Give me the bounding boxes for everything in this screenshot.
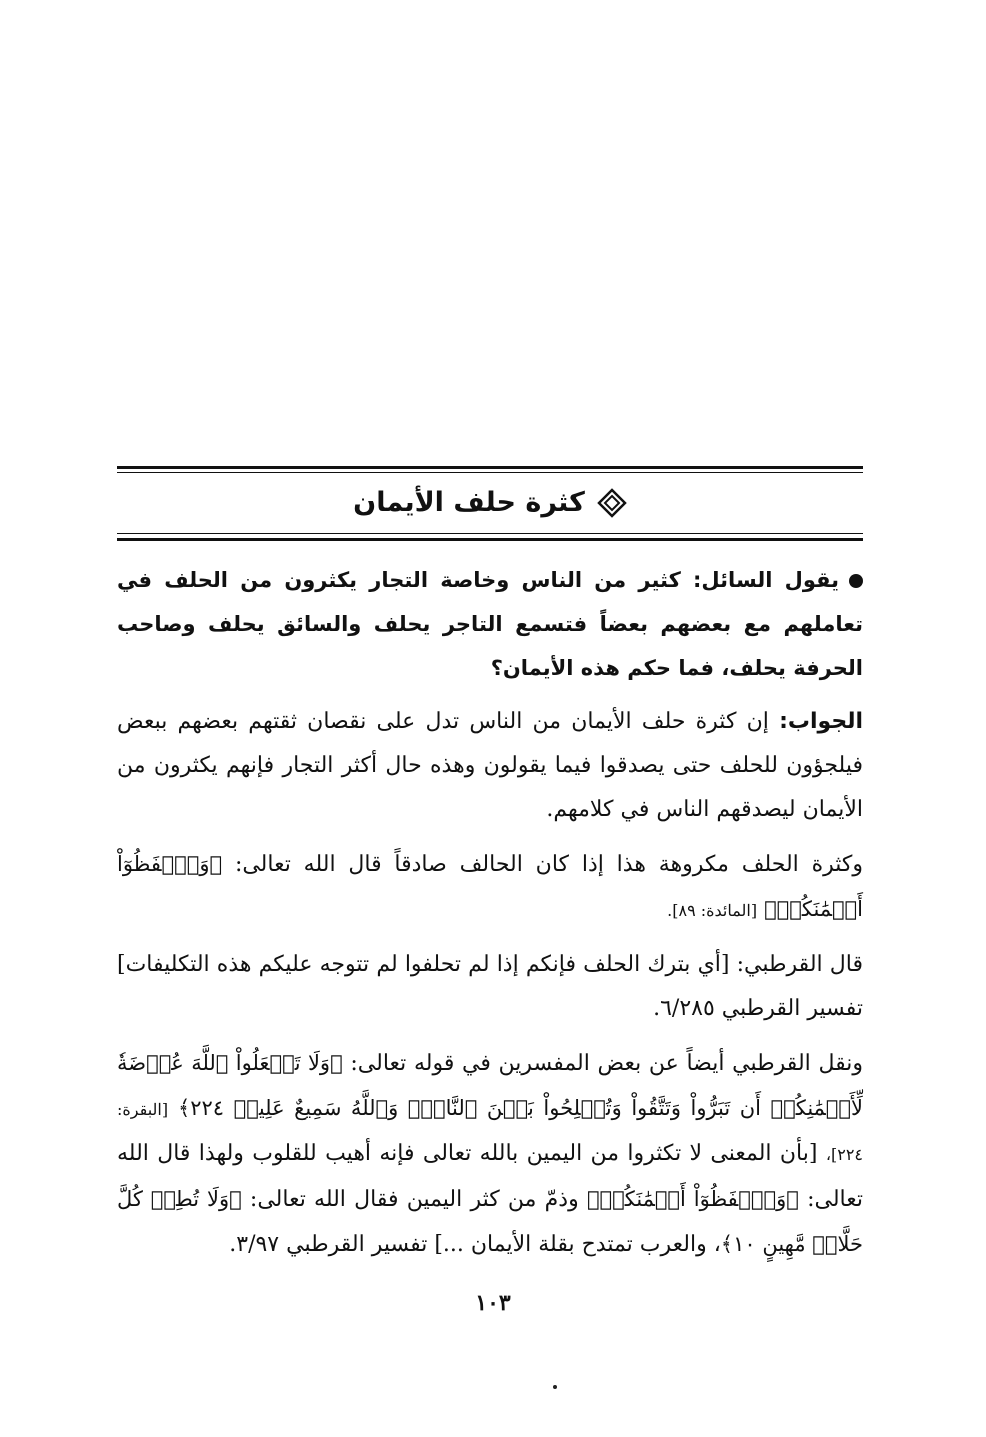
bullet-icon xyxy=(849,574,863,588)
paragraph3-text: قال القرطبي: [أي بترك الحلف فإنكم إذا لم تحلفوا لم تتوجه عليكم هذه التكليفات] تفسير القرطبي ٦/٢٨٥. xyxy=(117,952,863,1021)
header-rule-thin xyxy=(117,472,863,473)
paragraph4-mid1: [بأن المعنى لا تكثروا من اليمين بالله تعالى فإنه أهيب للقلوب ولهذا قال الله تعالى: xyxy=(117,1141,863,1212)
answer-label: الجواب: xyxy=(779,709,863,734)
paragraph-qurtubi xyxy=(117,943,863,1031)
question-text: كثير من الناس وخاصة التجار يكثرون من الحلف في تعاملهم مع بعضهم بعضاً فتسمع التاجر يحلف والسائق يحلف وصاحب الحرفة يحلف، فما حكم هذه الأيمان؟ xyxy=(117,568,863,680)
paragraph-quote-maidah xyxy=(117,842,863,933)
paragraph4-end: ، والعرب تمتدح بقلة الأيمان ...] تفسير القرطبي ٣/٩٧. xyxy=(229,1232,721,1257)
verse-reference-baqarah: [البقرة: ٢٢٤]، xyxy=(117,1100,863,1164)
quran-verse-baqarah: ﴿وَلَا تَجۡعَلُواْ ٱللَّهَ عُرۡضَةٗ لِّأَيۡمَٰنِكُمۡ أَن تَبَرُّواْ وَتَتَّقُواْ وَتُصۡلِحُواْ بَيۡنَ ٱلنَّاسِۚ وَٱللَّهُ سَمِيعٌ عَلِيمٞ ٢٢٤﴾ xyxy=(117,1051,863,1120)
answer-text: إن كثرة حلف الأيمان من الناس تدل على نقصان ثقتهم بعضهم ببعض فيلجؤون للحلف حتى يصدقوا فيما يقولون وهذه حال أكثر التجار فإنهم يكثرون من الأيمان ليصدقهم الناس في كلامهم. xyxy=(117,709,863,822)
quran-verse: ﴿وَٱحۡفَظُوٓاْ أَيۡمَٰنَكُمۡ﴾ xyxy=(117,852,863,921)
header-rule-thick-lower xyxy=(117,538,863,541)
paragraph4-mid2: وذمّ من كثر اليمين فقال الله تعالى: xyxy=(249,1187,579,1212)
question-label: يقول السائل: xyxy=(693,568,839,592)
paragraph-qurtubi-2 xyxy=(117,1041,863,1267)
scan-speck xyxy=(553,1385,557,1389)
verse-reference: [المائدة: ٨٩]. xyxy=(667,901,758,920)
page-content xyxy=(117,460,863,1340)
question-paragraph xyxy=(117,558,863,690)
section-heading xyxy=(117,484,863,522)
header-rule-thin-lower xyxy=(117,533,863,534)
answer-paragraph xyxy=(117,700,863,832)
diamond-icon xyxy=(597,488,627,518)
paragraph2-text: وكثرة الحلف مكروهة هذا إذا كان الحالف صادقاً قال الله تعالى: xyxy=(234,852,864,877)
paragraph4-intro: ونقل القرطبي أيضاً عن بعض المفسرين في قوله تعالى: xyxy=(350,1051,863,1076)
quran-verse-qalam: ﴿وَلَا تُطِعۡ كُلَّ حَلَّافٖ مَّهِينٍ ١٠﴾ xyxy=(117,1187,863,1256)
article-body xyxy=(117,558,863,1277)
quran-verse-maidah-2: ﴿وَٱحۡفَظُوٓاْ أَيۡمَٰنَكُمۡ﴾ xyxy=(586,1187,799,1211)
header-rule-thick xyxy=(117,466,863,469)
page-number: ١٠٣ xyxy=(475,1290,511,1316)
section-title: كثرة حلف الأيمان xyxy=(353,487,585,518)
